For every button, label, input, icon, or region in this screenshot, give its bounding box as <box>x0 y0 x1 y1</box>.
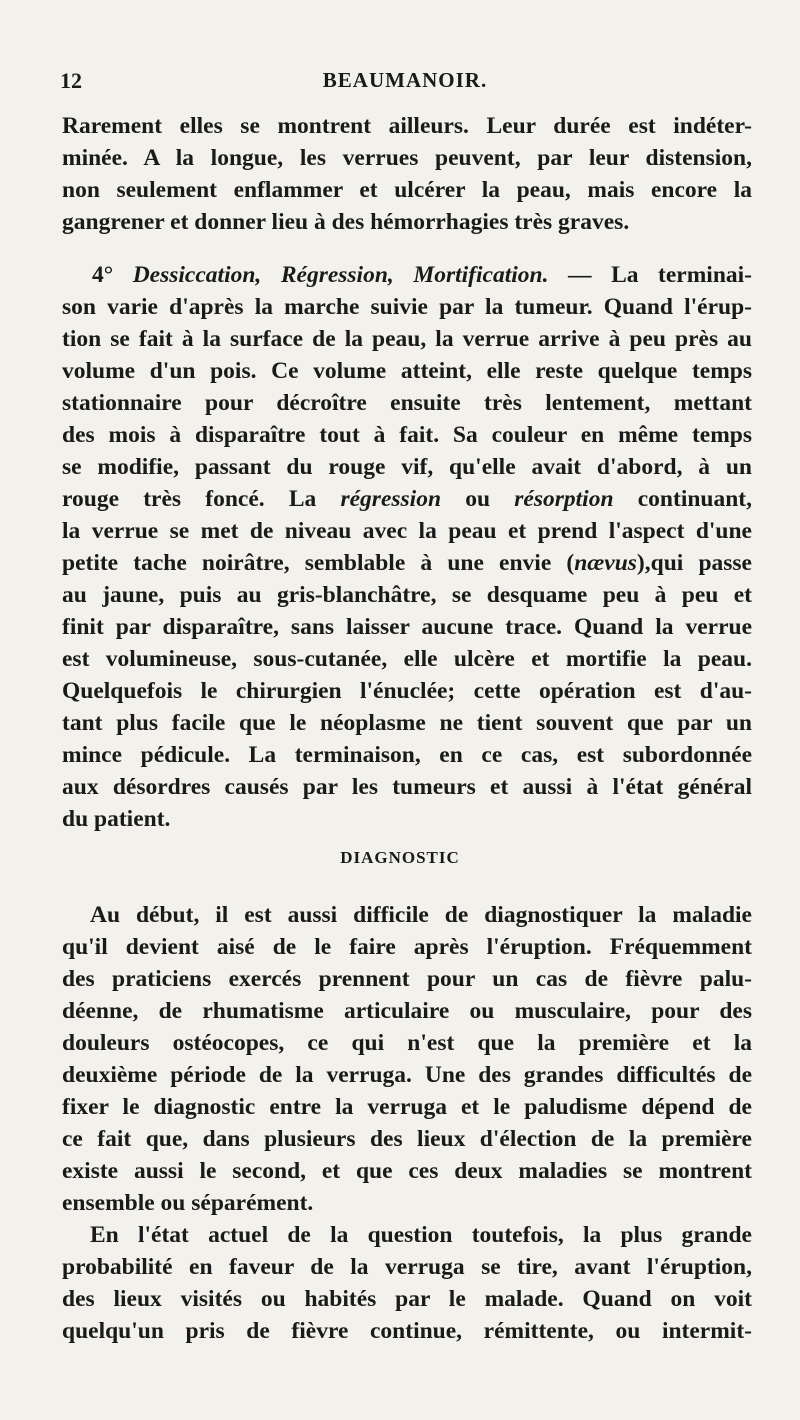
text-segment: des lieux visités ou habités par le malade. Quand on voit <box>62 1286 752 1312</box>
italic-text: Dessiccation, Régression, Mortification. <box>132 262 549 288</box>
text-segment: est volumineuse, sous-cutanée, elle ulcère et mortifie la peau. <box>62 646 752 672</box>
text-line <box>62 1156 752 1186</box>
text-segment: mince pédicule. La terminaison, en ce cas, est subordonnée <box>62 742 752 768</box>
text-segment: des praticiens exercés prennent pour un cas de fièvre palu- <box>62 966 752 992</box>
text-segment: finit par disparaître, sans laisser aucune trace. Quand la verrue <box>62 614 752 640</box>
text-segment: gangrener et donner lieu à des hémorrhagies très graves. <box>62 209 630 235</box>
text-line <box>62 996 752 1026</box>
text-line <box>62 1028 752 1058</box>
text-line <box>62 580 752 610</box>
page-header <box>60 68 750 98</box>
text-line <box>90 1220 752 1250</box>
text-segment: existe aussi le second, et que ces deux maladies se montrent <box>62 1158 752 1184</box>
text-line <box>62 740 752 770</box>
text-segment: qu'il devient aisé de le faire après l'éruption. Fréquemment <box>62 934 752 960</box>
text-segment: ou <box>441 486 515 512</box>
text-line <box>62 1092 752 1122</box>
text-line <box>62 932 752 962</box>
text-line <box>62 1284 752 1314</box>
text-segment: aux désordres causés par les tumeurs et aussi à l'état général <box>62 774 752 800</box>
text-segment: deuxième période de la verruga. Une des grandes difficultés de <box>62 1062 752 1088</box>
text-line <box>62 1060 752 1090</box>
text-segment: petite tache noirâtre, semblable à une envie ( <box>62 550 575 576</box>
text-line <box>62 548 752 578</box>
text-line <box>62 516 752 546</box>
text-line <box>62 420 752 450</box>
text-line <box>62 1316 752 1346</box>
text-segment: son varie d'après la marche suivie par la tumeur. Quand l'érup- <box>62 294 752 320</box>
text-segment: stationnaire pour décroître ensuite très lentement, mettant <box>62 390 752 416</box>
text-line <box>62 1252 752 1282</box>
text-segment: du patient. <box>62 806 171 832</box>
italic-text: nævus <box>574 550 637 576</box>
page-number: 12 <box>60 68 82 93</box>
text-segment: rouge très foncé. La <box>62 486 341 512</box>
text-line <box>62 644 752 674</box>
text-line <box>62 708 752 738</box>
text-line <box>62 452 752 482</box>
text-segment: Quelquefois le chirurgien l'énuclée; cette opération est d'au- <box>62 678 752 704</box>
text-segment: quelqu'un pris de fièvre continue, rémittente, ou intermit- <box>62 1318 752 1344</box>
text-line <box>62 676 752 706</box>
text-segment: au jaune, puis au gris-blanchâtre, se desquame peu à peu et <box>62 582 752 608</box>
text-line <box>62 356 752 386</box>
text-line <box>62 804 752 834</box>
text-segment: des mois à disparaître tout à fait. Sa couleur en même temps <box>62 422 752 448</box>
text-segment: ce fait que, dans plusieurs des lieux d'élection de la première <box>62 1126 752 1152</box>
text-line <box>62 1124 752 1154</box>
text-line <box>62 1188 752 1218</box>
text-segment: ensemble ou séparément. <box>62 1190 314 1216</box>
running-head: BEAUMANOIR. <box>322 68 488 92</box>
text-segment: Au début, il est aussi difficile de diagnostiquer la maladie <box>90 902 752 928</box>
italic-text: résorption <box>514 486 614 512</box>
text-segment: volume d'un pois. Ce volume atteint, elle reste quelque temps <box>62 358 752 384</box>
text-line <box>62 388 752 418</box>
text-segment: En l'état actuel de la question toutefois, la plus grande <box>90 1222 752 1248</box>
text-line <box>62 484 752 514</box>
text-segment: continuant, <box>613 486 752 512</box>
text-line <box>62 964 752 994</box>
text-line <box>62 772 752 802</box>
text-segment: Rarement elles se montrent ailleurs. Leur durée est indéter- <box>62 113 752 139</box>
text-line <box>90 900 752 930</box>
text-line <box>92 260 752 290</box>
text-line <box>62 292 752 322</box>
text-line <box>62 324 752 354</box>
text-segment: non seulement enflammer et ulcérer la peau, mais encore la <box>62 177 752 203</box>
text-segment: ),qui passe <box>636 550 752 576</box>
text-line <box>62 143 752 173</box>
text-segment: déenne, de rhumatisme articulaire ou musculaire, pour des <box>62 998 752 1024</box>
text-segment: probabilité en faveur de la verruga se tire, avant l'éruption, <box>62 1254 752 1280</box>
text-segment: se modifie, passant du rouge vif, qu'elle avait d'abord, à un <box>62 454 752 480</box>
text-line <box>62 207 752 237</box>
text-segment: tion se fait à la surface de la peau, la verrue arrive à peu près au <box>62 326 752 352</box>
text-segment: minée. A la longue, les verrues peuvent, par leur distension, <box>62 145 752 171</box>
text-segment: tant plus facile que le néoplasme ne tient souvent que par un <box>62 710 752 736</box>
text-segment: la verrue se met de niveau avec la peau et prend l'aspect d'une <box>62 518 752 544</box>
text-line <box>62 612 752 642</box>
text-line <box>62 175 752 205</box>
text-segment: 4° <box>92 262 133 288</box>
text-line <box>62 111 752 141</box>
italic-text: régression <box>340 486 442 512</box>
text-segment: — La terminai- <box>548 262 752 288</box>
section-heading: DIAGNOSTIC <box>340 848 460 867</box>
text-segment: douleurs ostéocopes, ce qui n'est que la première et la <box>62 1030 752 1056</box>
text-segment: fixer le diagnostic entre la verruga et le paludisme dépend de <box>62 1094 752 1120</box>
